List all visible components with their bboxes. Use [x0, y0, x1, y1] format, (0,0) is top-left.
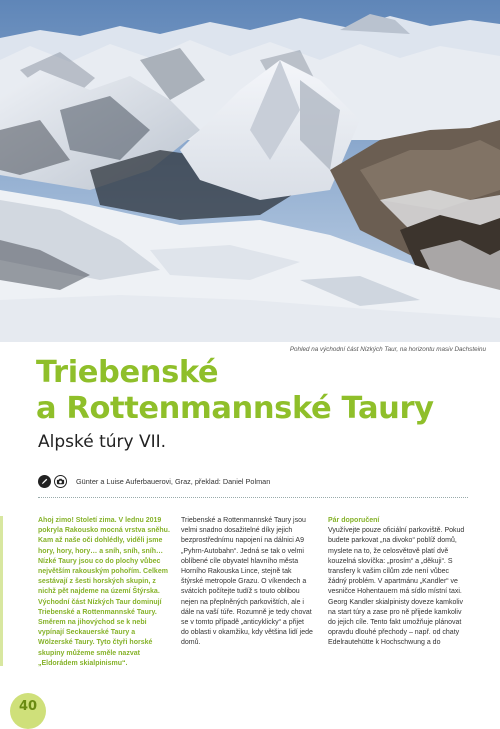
- article-title: [36, 355, 434, 427]
- title-line-2: a Rottenmannské Taury: [36, 391, 434, 426]
- author-byline: [38, 472, 270, 490]
- photo-caption: Pohled na východní část Nízkých Taur, na horizontu masiv Dachsteinu: [289, 346, 486, 353]
- camera-icon: [54, 475, 67, 488]
- author-names: Günter a Luise Auferbauerovi, Graz, překlad: Daniel Polman: [76, 476, 271, 486]
- mountain-photo: [0, 0, 500, 342]
- page-number: 40: [10, 693, 46, 729]
- body-text-2: Využívejte pouze oficiální parkoviště. Pokud budete parkovat „na divoko“ poblíž domů, myslete na to, že celosvětově platí dvě kouzelná slovíčka: „prosím“ a „děkuji“. S transfery k vašim cílům zde není vůbec žádný problém. V apartmánu „Kandler“ ve vesničce Hohentauern má sídlo místní taxi. Georg Kandler skialpinisty doveze kamkoliv na start túry a zase pro ně přijede kamkoliv do jejich cíle. Tento fakt umožňuje plánovat opravdu dlouhé přechody – např. od chaty Edelrautehütte k Hochschwung a do: [328, 527, 465, 647]
- intro-text: Ahoj zimo! Století zima. V lednu 2019 pokryla Rakousko mocná vrstva sněhu. Kam až naše oči dohlédly, viděli jsme hory, hory, hory… a sníh, sníh, sníh… Nízké Taury jsou co do plochy vůbec největším rakouským pohořím. Celkem sestávají z šesti horských skupin, z nichž pět najdeme na území Štýrska. Východní část Nízkých Taur dominují Triebenské a Rottenmannské Taury. Směrem na jihovýchod se k nebi vypínají Seckauerské Taury a Wölzerské Taury. Tyto čtyři horské skupiny můžeme směle nazvat „Eldorádem skialpinismu“.: [38, 517, 170, 667]
- decorative-bar: [0, 516, 3, 666]
- article-subtitle: Alpské túry VII.: [38, 432, 167, 452]
- body-text-1: Triebenské a Rottenmannské Taury jsou velmi snadno dosažitelné díky jejich bezprostřednímu napojení na dálnici A9 „Pyhrn-Autobahn“. Jedná se tak o velmi oblíbené cíle obyvatel hlavního města Horního Rakouska Lince, stejně tak štýrské metropole Grazu. O víkendech a svátcích počítejte tudíž s touto oblibou nejen na přeplněných parkovištích, ale i dále na vaší túře. Rozumně je tedy chovat se v tomto případě „anticyklicky“ a přijet do oblasti v okamžiku, kdy většina lidí jede domů.: [181, 517, 313, 647]
- snowy-mountains-illustration: [0, 0, 500, 342]
- title-line-1: Triebenské: [36, 355, 219, 390]
- divider: [38, 497, 468, 498]
- intro-column: [38, 516, 170, 669]
- body-column-2: [328, 516, 468, 649]
- body-column-1: [181, 516, 313, 649]
- section-heading: Pár doporučení: [328, 517, 380, 524]
- pen-icon: [38, 475, 51, 488]
